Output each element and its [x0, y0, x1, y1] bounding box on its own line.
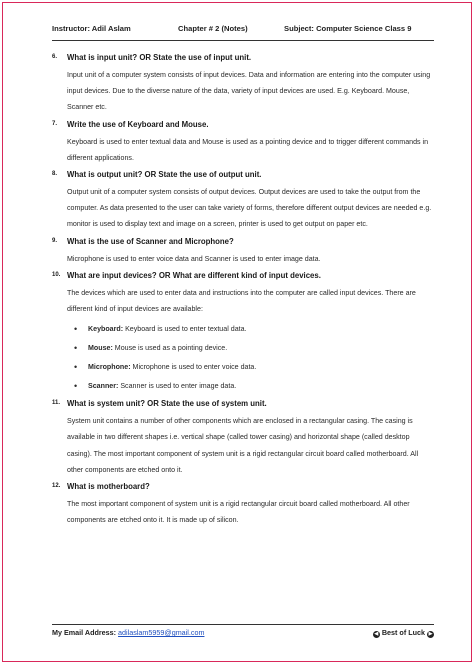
email-link[interactable]: adilaslam5959@gmail.com — [118, 628, 205, 637]
notes-content — [52, 52, 434, 531]
bullet-term: Scanner: — [88, 382, 119, 391]
list-item — [74, 320, 434, 339]
question-number: 6. — [52, 54, 58, 60]
bullet-text: Mouse is used as a pointing device. — [112, 344, 228, 353]
bullet-term: Keyboard: — [88, 325, 124, 334]
circle-arrow-left-icon: ◀ — [374, 631, 379, 637]
question-number: 12. — [52, 483, 61, 490]
question-12 — [52, 481, 434, 492]
chapter-label: Chapter # 2 (Notes) — [178, 24, 248, 33]
page-footer — [52, 628, 434, 640]
best-of-luck-text: Best of Luck — [381, 628, 425, 637]
footer-rule — [52, 624, 434, 625]
list-item — [74, 377, 434, 396]
question-number: 7. — [52, 120, 58, 127]
question-text: What is the use of Scanner and Microphone? — [67, 236, 234, 246]
email-label: My Email Address: — [52, 628, 119, 637]
question-text: Write the use of Keyboard and Mouse. — [67, 119, 209, 129]
question-number: 9. — [52, 237, 58, 244]
bullet-text: Microphone is used to enter voice data. — [130, 363, 257, 372]
circle-arrow-right-icon: ▶ — [428, 631, 433, 637]
list-item — [74, 339, 434, 358]
bullet-term: Microphone: — [88, 363, 131, 372]
answer-11: System unit contains a number of other components which are enclosed in a rectangular casing. The casing is available in two different shapes i.e. vertical shape (called tower casing) and horizontal shape (called desktop casing). The most important component of system unit is a rigid rectangular circuit board called motherboard. All other components are etched onto it. — [67, 417, 419, 474]
instructor-label: Instructor: Adil Aslam — [52, 24, 131, 33]
question-text: What is motherboard? — [67, 482, 150, 492]
bullet-text: Scanner is used to enter image data. — [118, 382, 237, 391]
page-header — [52, 24, 432, 38]
question-number: 11. — [52, 400, 61, 407]
answer-12: The most important component of system unit is a rigid rectangular circuit board called motherboard. All other components are etched onto it. It is made up of silicon. — [67, 500, 410, 525]
bullet-term: Mouse: — [88, 344, 113, 353]
question-text: What is input unit? OR State the use of input unit. — [67, 53, 252, 62]
bullet-text: Keyboard is used to enter textual data. — [123, 325, 247, 334]
bullet-icon: • — [74, 362, 78, 373]
question-7 — [52, 119, 434, 130]
list-item — [74, 358, 434, 377]
answer-10: The devices which are used to enter data and instructions into the computer are called input devices. There are different kind of input devices are available: — [67, 288, 416, 314]
input-devices-list — [52, 320, 434, 396]
question-text: What is output unit? OR State the use of output unit. — [67, 170, 262, 180]
answer-6: Input unit of a computer system consists of input devices. Data and information are entering into the computer using input devices. Due to the diverse nature of the data, variety of input devices are used. E.g. Keyboard. Mouse, Scanner etc. — [67, 71, 431, 112]
question-number: 10. — [52, 271, 61, 278]
question-11 — [52, 398, 434, 409]
question-8 — [52, 169, 434, 180]
bullet-icon: • — [74, 324, 78, 335]
answer-7: Keyboard is used to enter textual data and Mouse is used as a pointing device and to trigger different commands in different applications. — [67, 137, 429, 162]
question-text: What is system unit? OR State the use of system unit. — [67, 399, 267, 409]
bullet-icon: • — [74, 343, 78, 354]
best-of-luck — [373, 628, 434, 638]
answer-9: Microphone is used to enter voice data and Scanner is used to enter image data. — [67, 254, 321, 263]
question-number: 8. — [52, 171, 58, 178]
subject-label: Subject: Computer Science Class 9 — [284, 24, 412, 33]
answer-8: Output unit of a computer system consists of output devices. Output devices are used to take the output from the computer. As data presented to the user can take variety of forms, therefore different output devices are needed e.g. monitor is used to display text and image on a screen, printer is used to get output on paper etc. — [67, 188, 432, 229]
question-6 — [52, 52, 434, 63]
question-9 — [52, 236, 434, 247]
question-10 — [52, 270, 434, 281]
bullet-icon: • — [74, 381, 78, 392]
header-rule — [52, 40, 434, 41]
question-text: What are input devices? OR What are different kind of input devices. — [67, 270, 321, 280]
